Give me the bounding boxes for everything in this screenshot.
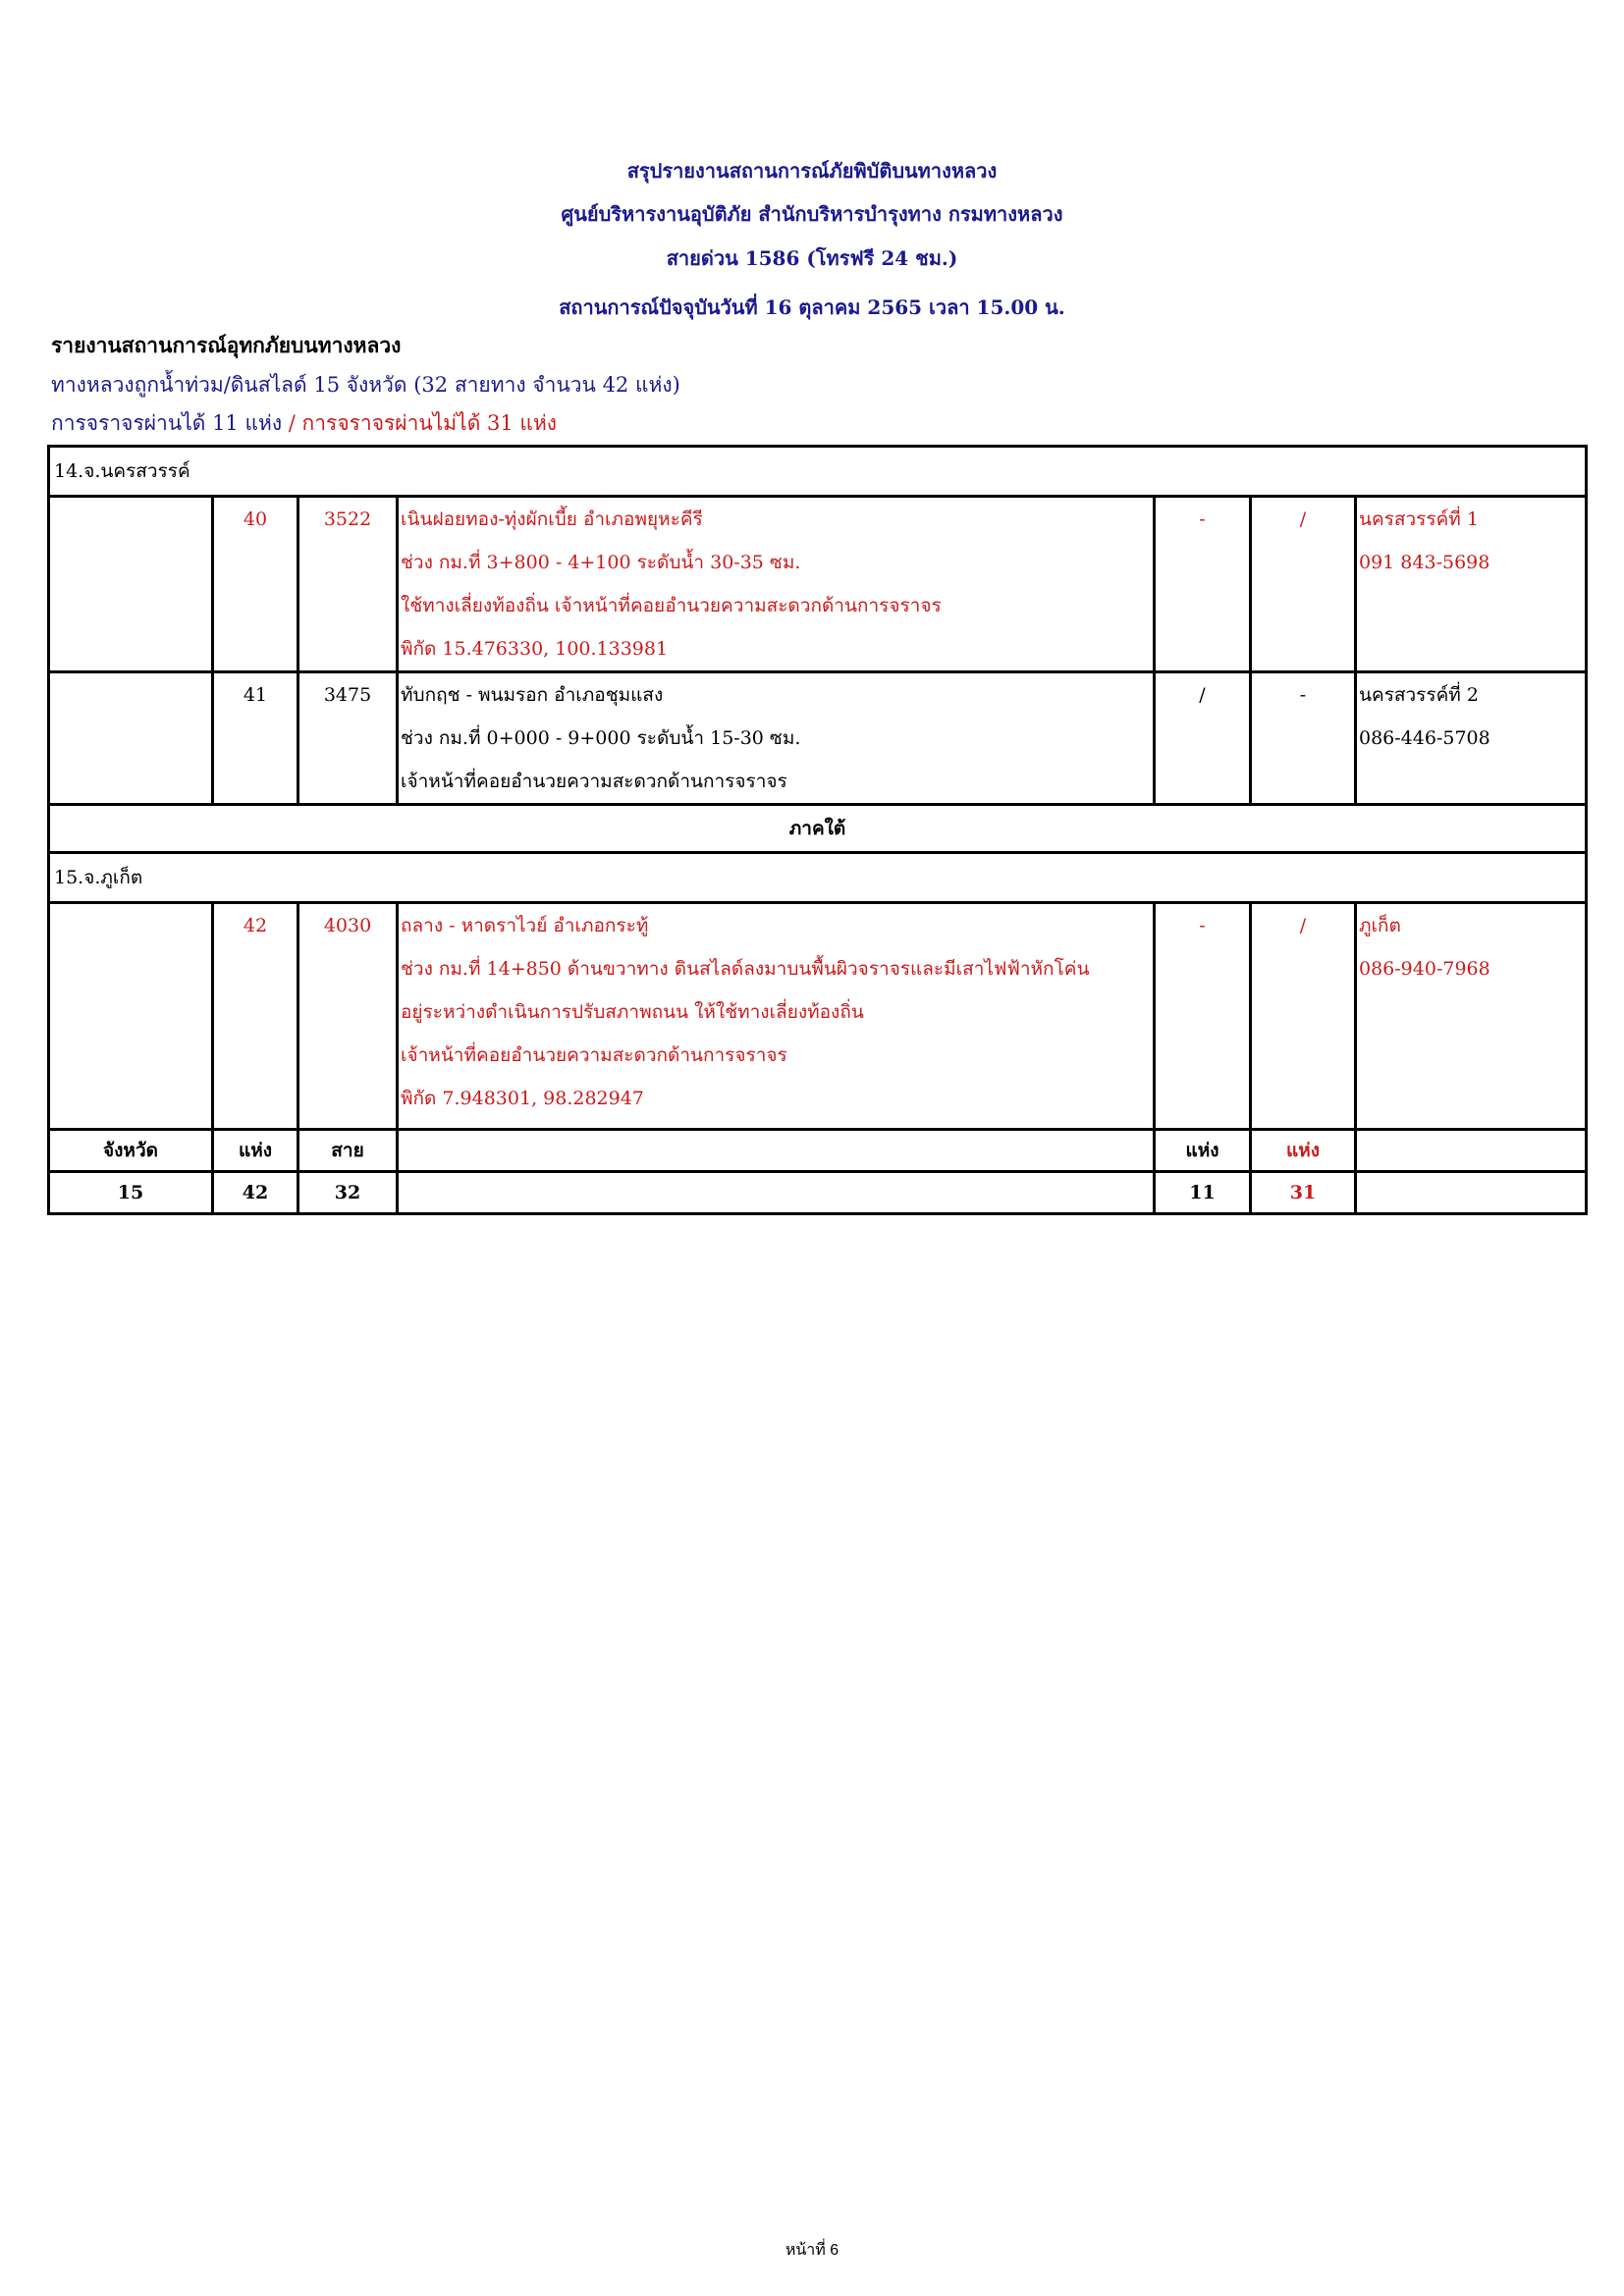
total-label-routes: สาย — [298, 1130, 398, 1172]
total-label-nopass: แห่ง — [1251, 1130, 1356, 1172]
office-name: นครสวรรค์ที่ 1 — [1359, 508, 1479, 530]
office-phone: 086-940-7968 — [1359, 958, 1490, 980]
site-number: 40 — [243, 508, 268, 530]
route-number: 3522 — [323, 508, 372, 530]
total-sites: 42 — [213, 1172, 298, 1214]
passable-count: การจราจรผ่านได้ 11 แห่ง — [51, 411, 283, 435]
region-row — [49, 805, 1587, 853]
total-pass: 11 — [1155, 1172, 1251, 1214]
site-detail: ทับกฤช - พนมรอก อำเภอชุมแสง ช่วง กม.ที่ 0+000 - 9+000 ระดับน้ำ 15-30 ซม. เจ้าหน้าที่คอยอำนวยความสะดวกด้านการจราจร — [398, 672, 1155, 805]
table-row — [49, 903, 1587, 1130]
province-row — [49, 853, 1587, 903]
nopass-mark: - — [1299, 684, 1307, 706]
province-row — [49, 447, 1587, 497]
site-detail: เนินฝอยทอง-ทุ่งผักเบี้ย อำเภอพยุหะคีรี ช่วง กม.ที่ 3+800 - 4+100 ระดับน้ำ 30-35 ซม. ใช้ทางเลี่ยงท้องถิ่น เจ้าหน้าที่คอยอำนวยความสะดวกด้านการจราจร พิกัด 15.476330, 100.133981 — [398, 497, 1155, 672]
totals-value-row — [49, 1172, 1587, 1214]
table-row — [49, 672, 1587, 805]
pass-mark: / — [1199, 684, 1206, 706]
province-name: 14.จ.นครสวรรค์ — [49, 447, 1587, 497]
site-detail: ถลาง - หาดราไวย์ อำเภอกระทู้ ช่วง กม.ที่ 14+850 ด้านขวาทาง ดินสไลด์ลงมาบนพื้นผิวจราจรและมีเสาไฟฟ้าหักโค่น อยู่ระหว่างดำเนินการปรับสภาพถนน ให้ใช้ทางเลี่ยงท้องถิ่น เจ้าหน้าที่คอยอำนวยความสะดวกด้านการจราจร พิกัด 7.948301, 98.282947 — [398, 903, 1155, 1130]
report-title: สรุปรายงานสถานการณ์ภัยพิบัติบนทางหลวง — [626, 159, 998, 183]
total-label-sites: แห่ง — [213, 1130, 298, 1172]
totals-label-row — [49, 1130, 1587, 1172]
office-phone: 086-446-5708 — [1359, 727, 1490, 749]
nopass-mark: / — [1299, 915, 1307, 936]
office-name: ภูเก็ต — [1359, 915, 1401, 936]
affected-summary: ทางหลวงถูกน้ำท่วม/ดินสไลด์ 15 จังหวัด (32 สายทาง จำนวน 42 แห่ง) — [51, 373, 680, 397]
province-name: 15.จ.ภูเก็ต — [49, 853, 1587, 903]
office-name: นครสวรรค์ที่ 2 — [1359, 684, 1479, 706]
total-nopass: 31 — [1251, 1172, 1356, 1214]
region-name: ภาคใต้ — [49, 805, 1587, 853]
report-date: สถานการณ์ปัจจุบันวันที่ 16 ตุลาคม 2565 เวลา 15.00 น. — [559, 295, 1065, 319]
total-label-pass: แห่ง — [1155, 1130, 1251, 1172]
nopass-mark: / — [1299, 508, 1307, 530]
impassable-count: การจราจรผ่านไม่ได้ 31 แห่ง — [301, 411, 558, 435]
hotline: สายด่วน 1586 (โทรฟรี 24 ชม.) — [666, 246, 958, 270]
separator: / — [282, 411, 302, 435]
pass-mark: - — [1199, 508, 1206, 530]
report-subtitle: ศูนย์บริหารงานอุบัติภัย สำนักบริหารบำรุงทาง กรมทางหลวง — [561, 202, 1063, 226]
site-number: 42 — [243, 915, 268, 936]
total-routes: 32 — [298, 1172, 398, 1214]
pass-mark: - — [1199, 915, 1206, 936]
total-provinces: 15 — [49, 1172, 213, 1214]
page-number: หน้าที่ 6 — [785, 2242, 839, 2259]
traffic-summary — [51, 407, 557, 440]
section-heading: รายงานสถานการณ์อุทกภัยบนทางหลวง — [51, 333, 402, 357]
total-label-province: จังหวัด — [49, 1130, 213, 1172]
office-phone: 091 843-5698 — [1359, 552, 1490, 573]
route-number: 4030 — [323, 915, 372, 936]
route-number: 3475 — [323, 684, 372, 706]
table-row — [49, 497, 1587, 672]
incident-table — [47, 445, 1588, 1215]
site-number: 41 — [243, 684, 268, 706]
